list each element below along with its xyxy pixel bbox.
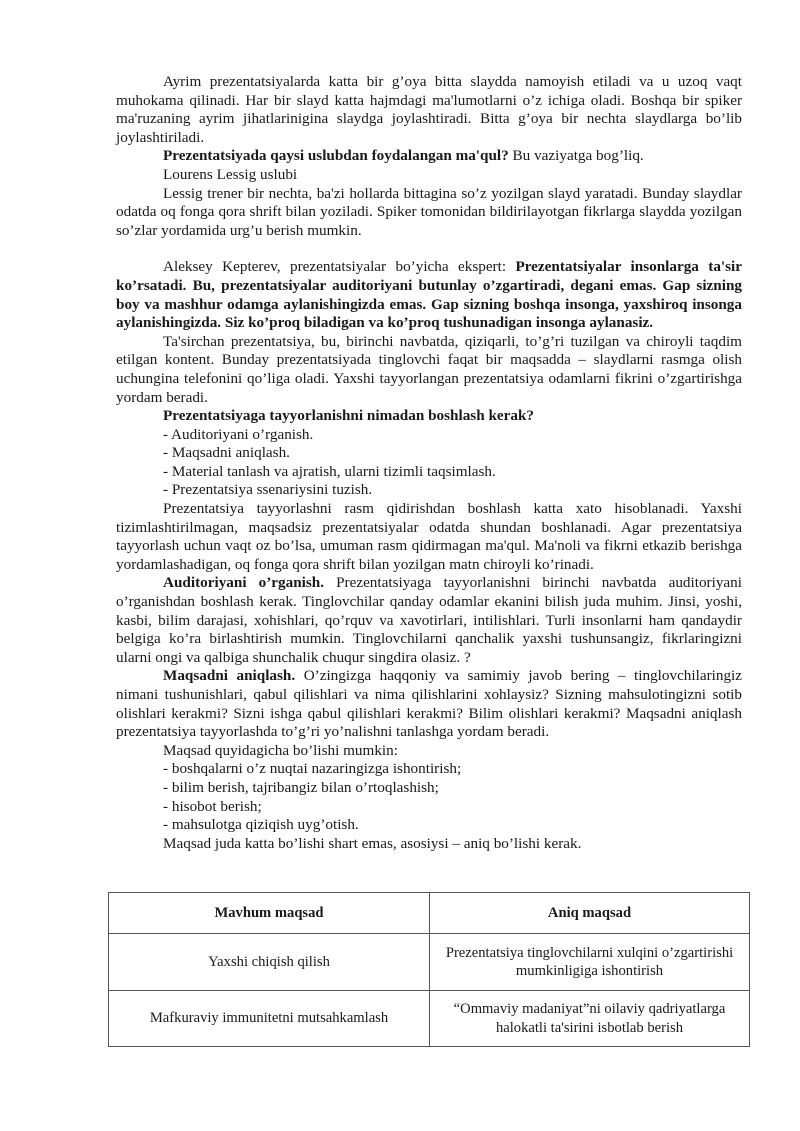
list-item: - Auditoriyani o’rganish. — [163, 425, 314, 443]
list-item: - Maqsadni aniqlash. — [163, 444, 290, 462]
table-cell: Yaxshi chiqish qilish — [109, 934, 430, 991]
goals-table — [108, 892, 750, 1047]
table-cell: “Ommaviy madaniyat”ni oilaviy qadriyatlarga halokatli ta'sirini isbotlab berish — [430, 991, 750, 1047]
heading-preparation: Prezentatsiyaga tayyorlanishni nimadan boshlash kerak? — [163, 407, 535, 425]
paragraph-mistake: Prezentatsiya tayyorlashni rasm qidirishdan boshlash katta xato hisoblanadi. Yaxshi tizimlashtirilmagan, maqsadsiz prezentatsiyalar odatda shundan boshlanadi. Agar prezentatsiya tayyorlash uchun vaqt oz bo’lsa, umuman rasm qidirmagan ma'qul. Ma'noli va fikrni etkazib berishga yordamlashadigan, oq fonga qora shrift bilan yozilgan matn chiroyli ko’rinadi. — [116, 500, 742, 573]
list-item: - Material tanlash va ajratish, ularni tizimli taqsimlash. — [163, 462, 496, 480]
paragraph-intro: Ayrim prezentatsiyalarda katta bir g’oya bitta slaydda namoyish etiladi va u uzoq vaqt muhokama qilinadi. Har bir slayd katta hajmdagi ma'lumotlarni o’z ichiga oladi. Boshqa bir spiker ma'ruzaning ayrim jihatlarinigina slaydga joylashtiradi. Bitta g’oya bir nechta slaydlarga bo’lib joylashtiriladi. — [116, 73, 742, 146]
list-item: - mahsulotga qiziqish uyg’otish. — [163, 816, 359, 834]
table-cell: Mafkuraviy immunitetni mutsahkamlash — [109, 991, 430, 1047]
paragraph-lessig-title: Lourens Lessig uslubi — [163, 165, 298, 183]
paragraph-lessig: Lessig trener bir nechta, ba'zi hollarda bittagina so’z yozilgan slayd yaratadi. Bunday slaydlar odatda oq fonga qora shrift bilan yoziladi. Spiker tomonidan bildirilayotgan fikrlarga slaydda yozilgan so’zlar yordamida urg’u berish mumkin. — [116, 184, 742, 239]
paragraph-goal-intro: Maqsad quyidagicha bo’lishi mumkin: — [163, 741, 398, 759]
paragraph-goal-summary: Maqsad juda katta bo’lishi shart emas, asosiysi – aniq bo’lishi kerak. — [163, 834, 582, 852]
list-item: - boshqalarni o’z nuqtai nazaringizga ishontirish; — [163, 760, 462, 778]
list-item: - bilim berish, tajribangiz bilan o’rtoqlashish; — [163, 778, 439, 796]
table-cell: Prezentatsiya tinglovchilarni xulqini o’zgartirishi mumkinligiga ishontirish — [430, 934, 750, 991]
list-item: - hisobot berish; — [163, 797, 262, 815]
document-body — [116, 73, 742, 853]
list-item: - Prezentatsiya ssenariysini tuzish. — [163, 481, 373, 499]
paragraph-audience: Auditoriyani o’rganish. Prezentatsiyaga tayyorlanishni birinchi navbatda auditoriyani o’rganishdan boshlash kerak. Tinglovchilar qanday odamlar ekanini bilish juda muhim. Jinsi, yoshi, kasbi, bilim darajasi, xohishlari, qo’rquv va xavotirlari, intilishlari. Turli insonlarni ham qandaydir belgiga ko’ra birlashtirish mumkin. Tinglovchilarni qanchalik yaxshi tushunsangiz, fikrlaringizni ularni ongi va qalbiga shunchalik chuqur singdira olasiz. ? — [116, 574, 742, 666]
paragraph-kepterev: Aleksey Kepterev, prezentatsiyalar bo’yicha ekspert: Prezentatsiyalar insonlarga ta'sir ko’rsatadi. Bu, prezentatsiyalar auditoriyani butunlay o’zgartiradi, degani emas. Gap sizning boy va mashhur odamga aylanishingizda emas. Gap sizning boshqa insonga, yaxshiroq insonga aylanishingizda. Siz ko’proq biladigan va ko’proq tushunadigan insonga aylanasiz. — [116, 258, 742, 332]
table-header-row — [109, 893, 750, 934]
table-row — [109, 934, 750, 991]
paragraph-goal: Maqsadni aniqlash. O’zingizga haqqoniy va samimiy javob bering – tinglovchilaringiz nimani tushunishlari, qabul qilishlari va nima qilishlarini xohlaysiz? Sizning mahsulotingizni sotib olishlari kerakmi? Sizni ishga qabul qilishlari kerakmi? Bilim olishlari kerakmi? Maqsadni aniqlash prezentatsiya tayyorlashda to’g’ri yo’nalishni tanlashga yordam beradi. — [116, 667, 743, 741]
paragraph-question-style: Prezentatsiyada qaysi uslubdan foydalangan ma'qul? Bu vaziyatga bog’liq. — [163, 147, 644, 165]
table-row — [109, 991, 750, 1047]
header-concrete-goal: Aniq maqsad — [430, 893, 750, 934]
header-abstract-goal: Mavhum maqsad — [109, 893, 430, 934]
paragraph-impact: Ta'sirchan prezentatsiya, bu, birinchi navbatda, qiziqarli, to’g’ri tuzilgan va chiroyli taqdim etilgan kontent. Bunday prezentatsiyada tinglovchi faqat bir maqsadda – slaydlarni rasmga olish uchungina telefonini qo’liga oladi. Yaxshi tayyorlangan prezentatsiya odamlarni fikrini o’zgartirishga yordam beradi. — [116, 332, 742, 406]
